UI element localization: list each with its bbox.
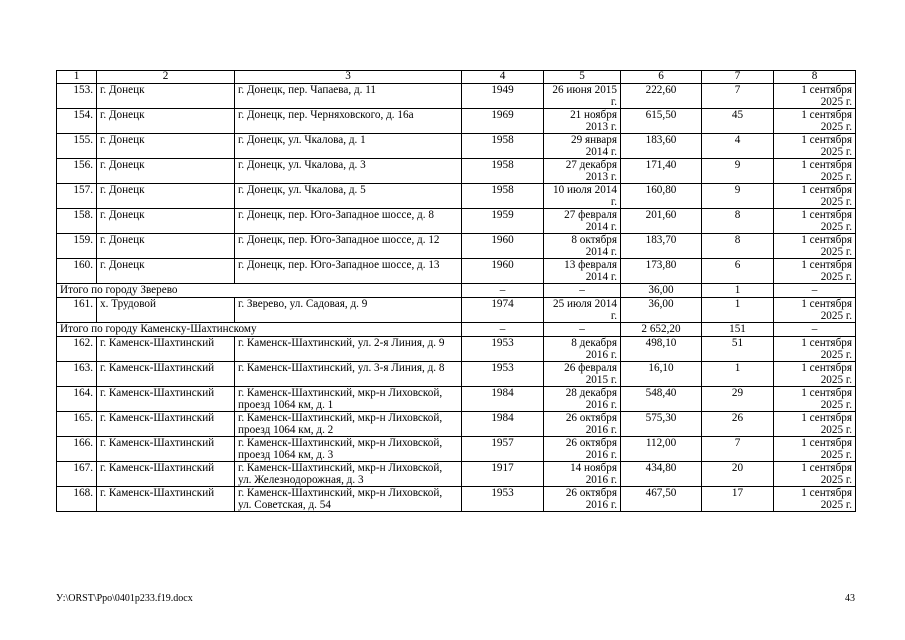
count-cell: 17: [702, 487, 774, 512]
subtotal-label: Итого по городу Каменску-Шахтинскому: [57, 323, 462, 337]
table-row: [57, 298, 856, 323]
subtotal-row: [57, 284, 856, 298]
address-cell: г. Донецк, пер. Юго-Западное шоссе, д. 12: [235, 234, 462, 259]
address-cell: г. Каменск-Шахтинский, мкр-н Лиховской, проезд 1064 км, д. 1: [235, 387, 462, 412]
table-row: [57, 412, 856, 437]
area-cell: 173,80: [621, 259, 702, 284]
area-cell: 222,60: [621, 84, 702, 109]
header-cell: 5: [544, 71, 621, 84]
year-cell: 1960: [462, 234, 544, 259]
area-cell: 467,50: [621, 487, 702, 512]
date-cell: 21 ноября 2013 г.: [544, 109, 621, 134]
table-row: [57, 234, 856, 259]
address-cell: г. Донецк, пер. Черняховского, д. 16а: [235, 109, 462, 134]
count-cell: 51: [702, 337, 774, 362]
settlement-cell: г. Донецк: [97, 184, 235, 209]
row-number: 165.: [57, 412, 97, 437]
table-row: [57, 134, 856, 159]
date-cell: 28 декабря 2016 г.: [544, 387, 621, 412]
area-cell: 183,70: [621, 234, 702, 259]
year-cell: 1974: [462, 298, 544, 323]
subtotal-row: [57, 323, 856, 337]
year-cell: 1960: [462, 259, 544, 284]
row-number: 153.: [57, 84, 97, 109]
row-number: 166.: [57, 437, 97, 462]
count-cell: 6: [702, 259, 774, 284]
date-cell: 26 октября 2016 г.: [544, 437, 621, 462]
settlement-cell: г. Каменск-Шахтинский: [97, 437, 235, 462]
header-cell: 4: [462, 71, 544, 84]
row-number: 167.: [57, 462, 97, 487]
deadline-cell: 1 сентября 2025 г.: [774, 259, 856, 284]
table-row: [57, 109, 856, 134]
settlement-cell: г. Донецк: [97, 84, 235, 109]
year-cell: 1959: [462, 209, 544, 234]
deadline-cell: 1 сентября 2025 г.: [774, 337, 856, 362]
area-cell: 201,60: [621, 209, 702, 234]
address-cell: г. Донецк, пер. Чапаева, д. 11: [235, 84, 462, 109]
table-row: [57, 462, 856, 487]
address-cell: г. Каменск-Шахтинский, мкр-н Лиховской, проезд 1064 км, д. 2: [235, 412, 462, 437]
table-row: [57, 84, 856, 109]
settlement-cell: х. Трудовой: [97, 298, 235, 323]
address-cell: г. Зверево, ул. Садовая, д. 9: [235, 298, 462, 323]
year-cell: 1969: [462, 109, 544, 134]
table-row: [57, 337, 856, 362]
settlement-cell: г. Донецк: [97, 234, 235, 259]
count-cell: 7: [702, 84, 774, 109]
deadline-cell: 1 сентября 2025 г.: [774, 184, 856, 209]
year-cell: 1953: [462, 362, 544, 387]
settlement-cell: г. Донецк: [97, 209, 235, 234]
header-cell: 2: [97, 71, 235, 84]
column-number-header: [57, 71, 856, 84]
count-cell: 8: [702, 209, 774, 234]
address-cell: г. Каменск-Шахтинский, ул. 2-я Линия, д. 9: [235, 337, 462, 362]
year-cell: 1958: [462, 134, 544, 159]
count-cell: 26: [702, 412, 774, 437]
area-cell: 548,40: [621, 387, 702, 412]
deadline-cell: 1 сентября 2025 г.: [774, 134, 856, 159]
year-cell: 1953: [462, 487, 544, 512]
row-number: 160.: [57, 259, 97, 284]
table-row: [57, 362, 856, 387]
area-cell: 498,10: [621, 337, 702, 362]
year-cell: 1949: [462, 84, 544, 109]
deadline-cell: 1 сентября 2025 г.: [774, 462, 856, 487]
settlement-cell: г. Каменск-Шахтинский: [97, 337, 235, 362]
address-cell: г. Донецк, ул. Чкалова, д. 1: [235, 134, 462, 159]
row-number: 163.: [57, 362, 97, 387]
subtotal-year: –: [462, 284, 544, 298]
row-number: 157.: [57, 184, 97, 209]
area-cell: 615,50: [621, 109, 702, 134]
date-cell: 8 октября 2014 г.: [544, 234, 621, 259]
year-cell: 1958: [462, 159, 544, 184]
date-cell: 13 февраля 2014 г.: [544, 259, 621, 284]
subtotal-area: 36,00: [621, 284, 702, 298]
deadline-cell: 1 сентября 2025 г.: [774, 209, 856, 234]
settlement-cell: г. Каменск-Шахтинский: [97, 412, 235, 437]
subtotal-count: 1: [702, 284, 774, 298]
settlement-cell: г. Каменск-Шахтинский: [97, 462, 235, 487]
date-cell: 25 июля 2014 г.: [544, 298, 621, 323]
settlement-cell: г. Донецк: [97, 134, 235, 159]
deadline-cell: 1 сентября 2025 г.: [774, 109, 856, 134]
table-row: [57, 387, 856, 412]
table-row: [57, 487, 856, 512]
header-cell: 1: [57, 71, 97, 84]
table-row: [57, 184, 856, 209]
subtotal-label: Итого по городу Зверево: [57, 284, 462, 298]
deadline-cell: 1 сентября 2025 г.: [774, 487, 856, 512]
date-cell: 27 февраля 2014 г.: [544, 209, 621, 234]
register-table: [56, 70, 856, 512]
year-cell: 1984: [462, 412, 544, 437]
date-cell: 29 января 2014 г.: [544, 134, 621, 159]
subtotal-count: 151: [702, 323, 774, 337]
subtotal-deadline: –: [774, 284, 856, 298]
date-cell: 27 декабря 2013 г.: [544, 159, 621, 184]
deadline-cell: 1 сентября 2025 г.: [774, 362, 856, 387]
area-cell: 183,60: [621, 134, 702, 159]
date-cell: 26 февраля 2015 г.: [544, 362, 621, 387]
subtotal-area: 2 652,20: [621, 323, 702, 337]
table-row: [57, 259, 856, 284]
count-cell: 20: [702, 462, 774, 487]
footer-file-path: У:\ORST\Ppo\0401p233.f19.docx: [56, 593, 193, 604]
settlement-cell: г. Донецк: [97, 159, 235, 184]
deadline-cell: 1 сентября 2025 г.: [774, 437, 856, 462]
header-cell: 6: [621, 71, 702, 84]
header-cell: 8: [774, 71, 856, 84]
year-cell: 1953: [462, 337, 544, 362]
deadline-cell: 1 сентября 2025 г.: [774, 387, 856, 412]
subtotal-date: –: [544, 284, 621, 298]
deadline-cell: 1 сентября 2025 г.: [774, 298, 856, 323]
count-cell: 45: [702, 109, 774, 134]
year-cell: 1958: [462, 184, 544, 209]
count-cell: 9: [702, 159, 774, 184]
address-cell: г. Донецк, пер. Юго-Западное шоссе, д. 13: [235, 259, 462, 284]
settlement-cell: г. Каменск-Шахтинский: [97, 362, 235, 387]
subtotal-year: –: [462, 323, 544, 337]
date-cell: 26 октября 2016 г.: [544, 412, 621, 437]
year-cell: 1984: [462, 387, 544, 412]
address-cell: г. Донецк, пер. Юго-Западное шоссе, д. 8: [235, 209, 462, 234]
address-cell: г. Донецк, ул. Чкалова, д. 3: [235, 159, 462, 184]
subtotal-date: –: [544, 323, 621, 337]
deadline-cell: 1 сентября 2025 г.: [774, 412, 856, 437]
area-cell: 575,30: [621, 412, 702, 437]
deadline-cell: 1 сентября 2025 г.: [774, 159, 856, 184]
address-cell: г. Каменск-Шахтинский, мкр-н Лиховской, проезд 1064 км, д. 3: [235, 437, 462, 462]
header-cell: 7: [702, 71, 774, 84]
date-cell: 26 октября 2016 г.: [544, 487, 621, 512]
table-row: [57, 437, 856, 462]
area-cell: 434,80: [621, 462, 702, 487]
date-cell: 26 июня 2015 г.: [544, 84, 621, 109]
count-cell: 4: [702, 134, 774, 159]
row-number: 168.: [57, 487, 97, 512]
address-cell: г. Донецк, ул. Чкалова, д. 5: [235, 184, 462, 209]
subtotal-deadline: –: [774, 323, 856, 337]
row-number: 159.: [57, 234, 97, 259]
row-number: 154.: [57, 109, 97, 134]
year-cell: 1917: [462, 462, 544, 487]
area-cell: 36,00: [621, 298, 702, 323]
area-cell: 160,80: [621, 184, 702, 209]
date-cell: 8 декабря 2016 г.: [544, 337, 621, 362]
row-number: 162.: [57, 337, 97, 362]
row-number: 158.: [57, 209, 97, 234]
year-cell: 1957: [462, 437, 544, 462]
area-cell: 16,10: [621, 362, 702, 387]
count-cell: 29: [702, 387, 774, 412]
count-cell: 8: [702, 234, 774, 259]
date-cell: 14 ноября 2016 г.: [544, 462, 621, 487]
settlement-cell: г. Донецк: [97, 259, 235, 284]
count-cell: 9: [702, 184, 774, 209]
address-cell: г. Каменск-Шахтинский, мкр-н Лиховской, ул. Советская, д. 54: [235, 487, 462, 512]
count-cell: 1: [702, 362, 774, 387]
row-number: 164.: [57, 387, 97, 412]
date-cell: 10 июля 2014 г.: [544, 184, 621, 209]
count-cell: 7: [702, 437, 774, 462]
area-cell: 171,40: [621, 159, 702, 184]
header-cell: 3: [235, 71, 462, 84]
row-number: 156.: [57, 159, 97, 184]
row-number: 161.: [57, 298, 97, 323]
footer-page-number: 43: [845, 593, 855, 604]
address-cell: г. Каменск-Шахтинский, мкр-н Лиховской, ул. Железнодорожная, д. 3: [235, 462, 462, 487]
count-cell: 1: [702, 298, 774, 323]
deadline-cell: 1 сентября 2025 г.: [774, 234, 856, 259]
row-number: 155.: [57, 134, 97, 159]
deadline-cell: 1 сентября 2025 г.: [774, 84, 856, 109]
settlement-cell: г. Каменск-Шахтинский: [97, 487, 235, 512]
table-row: [57, 209, 856, 234]
address-cell: г. Каменск-Шахтинский, ул. 3-я Линия, д. 8: [235, 362, 462, 387]
table-row: [57, 159, 856, 184]
settlement-cell: г. Донецк: [97, 109, 235, 134]
area-cell: 112,00: [621, 437, 702, 462]
settlement-cell: г. Каменск-Шахтинский: [97, 387, 235, 412]
